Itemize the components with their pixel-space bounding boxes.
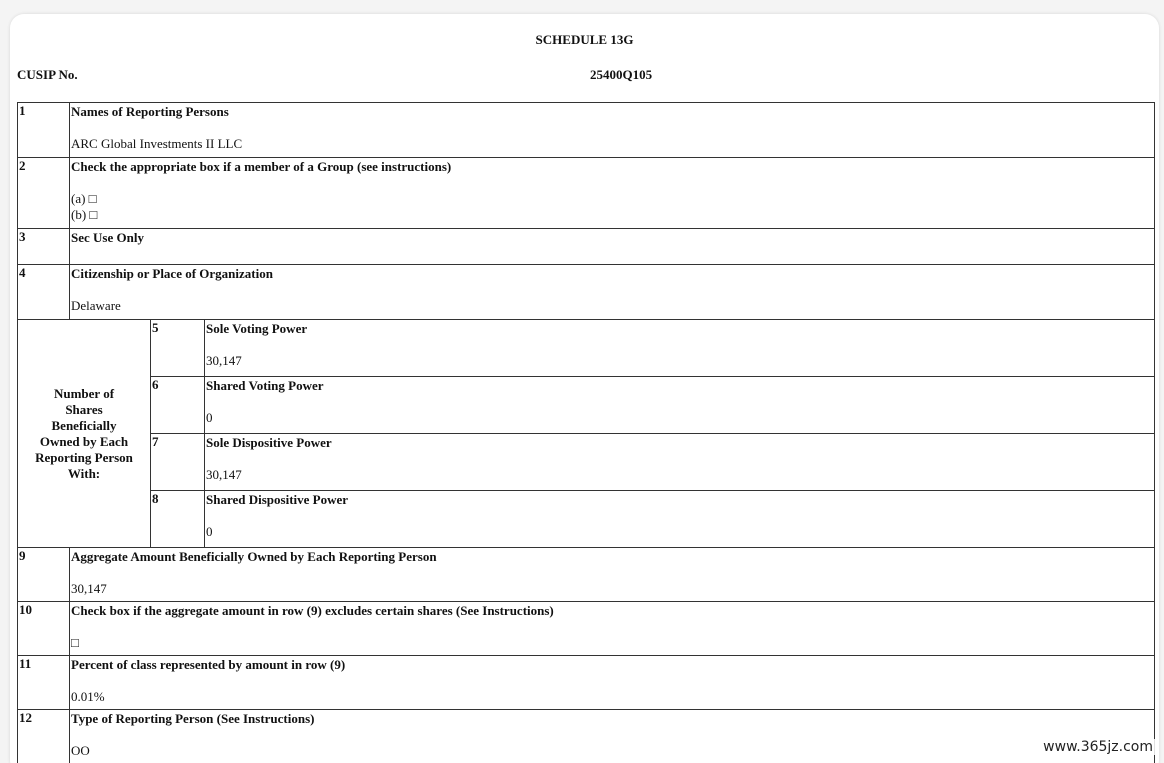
field-label: Sec Use Only [71, 230, 144, 245]
field-value: Delaware [71, 298, 121, 313]
field-value: OO [71, 743, 90, 758]
group-checkbox-a[interactable]: (a) □ [71, 191, 97, 206]
field-value: 30,147 [71, 581, 107, 596]
row-content [70, 265, 1155, 320]
row-number: 12 [18, 710, 70, 763]
shares-label-line: Shares [65, 401, 103, 417]
row-number: 8 [151, 491, 205, 548]
exclude-shares-checkbox[interactable]: □ [71, 635, 79, 650]
table-row [18, 602, 1155, 656]
field-label: Names of Reporting Persons [71, 104, 229, 119]
field-label: Aggregate Amount Beneficially Owned by Each Reporting Person [71, 549, 437, 564]
page-title: SCHEDULE 13G [535, 32, 634, 47]
field-label: Sole Voting Power [206, 321, 308, 336]
field-value: 30,147 [206, 467, 242, 482]
field-label: Check box if the aggregate amount in row (9) excludes certain shares (See Instructions) [71, 603, 554, 618]
shares-label-line: Number of [53, 385, 115, 401]
row-number: 2 [18, 158, 70, 229]
row-content [70, 103, 1155, 158]
row-content [205, 491, 1155, 548]
table-row [18, 434, 1155, 491]
table-row [18, 710, 1155, 763]
row-content [205, 320, 1155, 377]
row-content [70, 229, 1155, 265]
table-row [18, 265, 1155, 320]
field-label: Shared Voting Power [206, 378, 324, 393]
field-value: 0.01% [71, 689, 105, 704]
field-value: ARC Global Investments II LLC [71, 136, 243, 151]
watermark: www.365jz.com [1040, 739, 1156, 755]
table-row [18, 103, 1155, 158]
table-row [18, 158, 1155, 229]
row-content [70, 158, 1155, 229]
table-row [18, 548, 1155, 602]
row-number: 3 [18, 229, 70, 265]
table-row [18, 377, 1155, 434]
row-content [70, 602, 1155, 656]
row-content [205, 434, 1155, 491]
field-label: Check the appropriate box if a member of a Group (see instructions) [71, 159, 452, 174]
shares-label-line: Beneficially [51, 417, 117, 433]
field-value: 0 [206, 410, 213, 425]
field-value: 0 [206, 524, 213, 539]
row-number: 9 [18, 548, 70, 602]
cusip-value: 25400Q105 [590, 67, 653, 82]
table-row [18, 656, 1155, 710]
cusip-label: CUSIP No. [17, 67, 78, 82]
field-label: Type of Reporting Person (See Instructions) [71, 711, 315, 726]
row-content [70, 548, 1155, 602]
shares-label-line: Owned by Each [39, 433, 129, 449]
shares-label-line: Reporting Person [35, 449, 133, 465]
shares-label-line: With: [67, 465, 101, 481]
field-value: 30,147 [206, 353, 242, 368]
row-number: 1 [18, 103, 70, 158]
table-row [18, 491, 1155, 548]
schedule-table [17, 102, 1155, 763]
field-label: Sole Dispositive Power [206, 435, 332, 450]
row-number: 5 [151, 320, 205, 377]
table-row [18, 320, 1155, 377]
field-label: Percent of class represented by amount in row (9) [71, 657, 346, 672]
group-checkbox-b[interactable]: (b) □ [71, 207, 98, 222]
row-content [205, 377, 1155, 434]
document-page [10, 14, 1159, 763]
row-number: 4 [18, 265, 70, 320]
table-row [18, 229, 1155, 265]
row-content [70, 656, 1155, 710]
row-content [70, 710, 1155, 763]
row-number: 10 [18, 602, 70, 656]
row-number: 6 [151, 377, 205, 434]
field-label: Shared Dispositive Power [206, 492, 349, 507]
shares-owned-label [18, 320, 151, 548]
row-number: 11 [18, 656, 70, 710]
field-label: Citizenship or Place of Organization [71, 266, 273, 281]
row-number: 7 [151, 434, 205, 491]
